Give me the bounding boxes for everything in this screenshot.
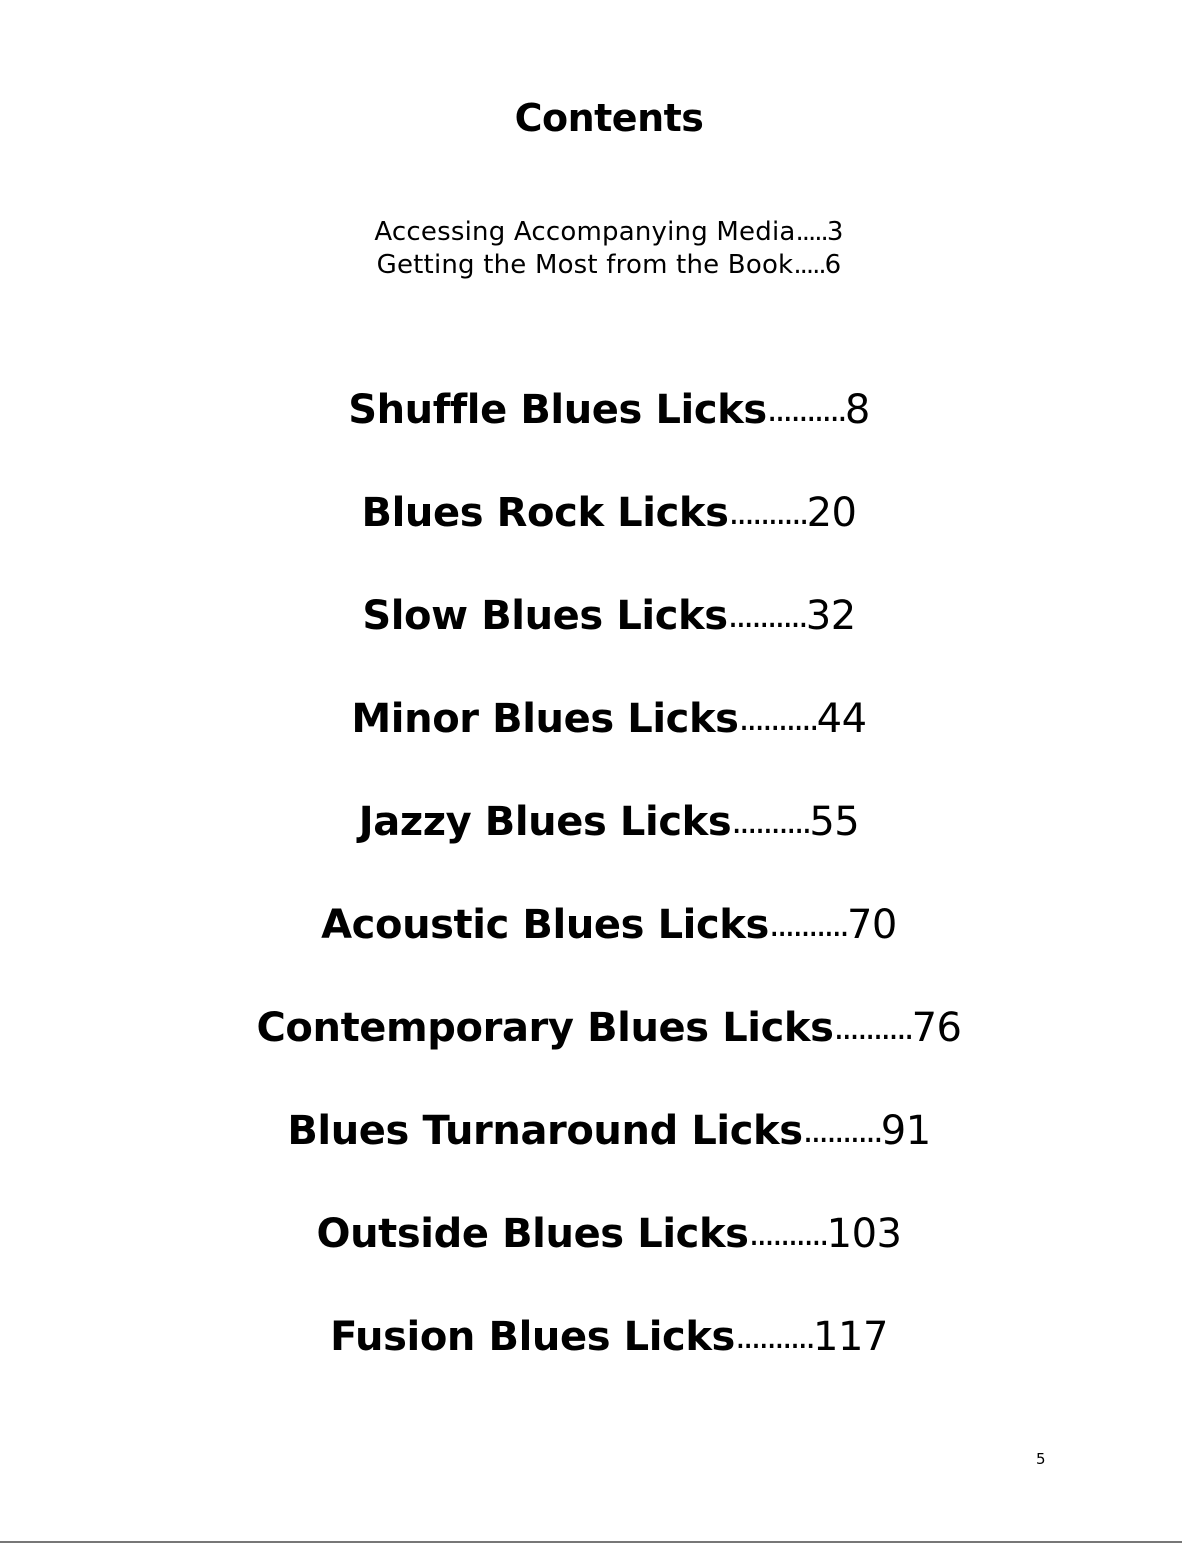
front-matter-item-leader: ..... — [793, 250, 825, 280]
chapter-page: 103 — [826, 1211, 902, 1257]
chapter-leader: .......... — [734, 1317, 814, 1357]
chapter-title: Contemporary Blues Licks — [256, 1005, 834, 1051]
chapter-leader: .......... — [738, 699, 817, 739]
chapter-title: Acoustic Blues Licks — [321, 902, 769, 948]
chapter-title: Blues Rock Licks — [361, 490, 729, 536]
page-number: 5 — [1036, 1450, 1046, 1468]
chapter-title: Minor Blues Licks — [351, 696, 739, 742]
chapter-page: 91 — [880, 1108, 931, 1154]
chapter-page: 76 — [911, 1005, 962, 1051]
front-matter-item-title: Accessing Accompanying Media — [374, 217, 796, 247]
page-title: Contents — [514, 96, 704, 140]
chapter-title: Fusion Blues Licks — [330, 1314, 735, 1360]
chapter-entry — [0, 689, 1182, 792]
chapter-entry — [0, 586, 1182, 689]
chapter-leader: .......... — [802, 1111, 881, 1151]
chapter-leader: .......... — [727, 596, 806, 636]
chapter-title: Jazzy Blues Licks — [358, 799, 732, 845]
front-matter-list — [0, 216, 1182, 282]
chapter-entry — [0, 1307, 1182, 1410]
chapter-page: 20 — [806, 490, 857, 536]
chapter-page: 8 — [844, 387, 870, 433]
chapter-entry — [0, 380, 1182, 483]
chapter-entry — [0, 998, 1182, 1101]
front-matter-item-page: 3 — [826, 217, 844, 247]
chapter-leader: .......... — [833, 1008, 912, 1048]
front-matter-item — [0, 216, 1182, 249]
chapter-leader: .......... — [766, 390, 845, 430]
chapter-leader: .......... — [728, 493, 807, 533]
chapter-entry — [0, 895, 1182, 998]
chapter-list — [0, 380, 1182, 1410]
chapter-page: 44 — [816, 696, 867, 742]
bottom-divider — [0, 1541, 1182, 1543]
chapter-entry — [0, 1101, 1182, 1204]
chapter-entry — [0, 792, 1182, 895]
chapter-page: 55 — [809, 799, 860, 845]
chapter-title: Blues Turnaround Licks — [287, 1108, 803, 1154]
chapter-leader: .......... — [768, 905, 847, 945]
chapter-leader: .......... — [748, 1214, 827, 1254]
chapter-page: 32 — [805, 593, 856, 639]
chapter-page: 117 — [813, 1314, 888, 1360]
chapter-title: Outside Blues Licks — [316, 1211, 749, 1257]
chapter-entry — [0, 1204, 1182, 1307]
chapter-title: Slow Blues Licks — [362, 593, 728, 639]
front-matter-item-title: Getting the Most from the Book — [376, 250, 794, 280]
chapter-entry — [0, 483, 1182, 586]
front-matter-item-leader: ..... — [795, 217, 827, 247]
front-matter-item — [0, 249, 1182, 282]
chapter-page: 70 — [846, 902, 897, 948]
front-matter-item-page: 6 — [824, 250, 842, 280]
chapter-title: Shuffle Blues Licks — [348, 387, 767, 433]
chapter-leader: .......... — [731, 802, 810, 842]
